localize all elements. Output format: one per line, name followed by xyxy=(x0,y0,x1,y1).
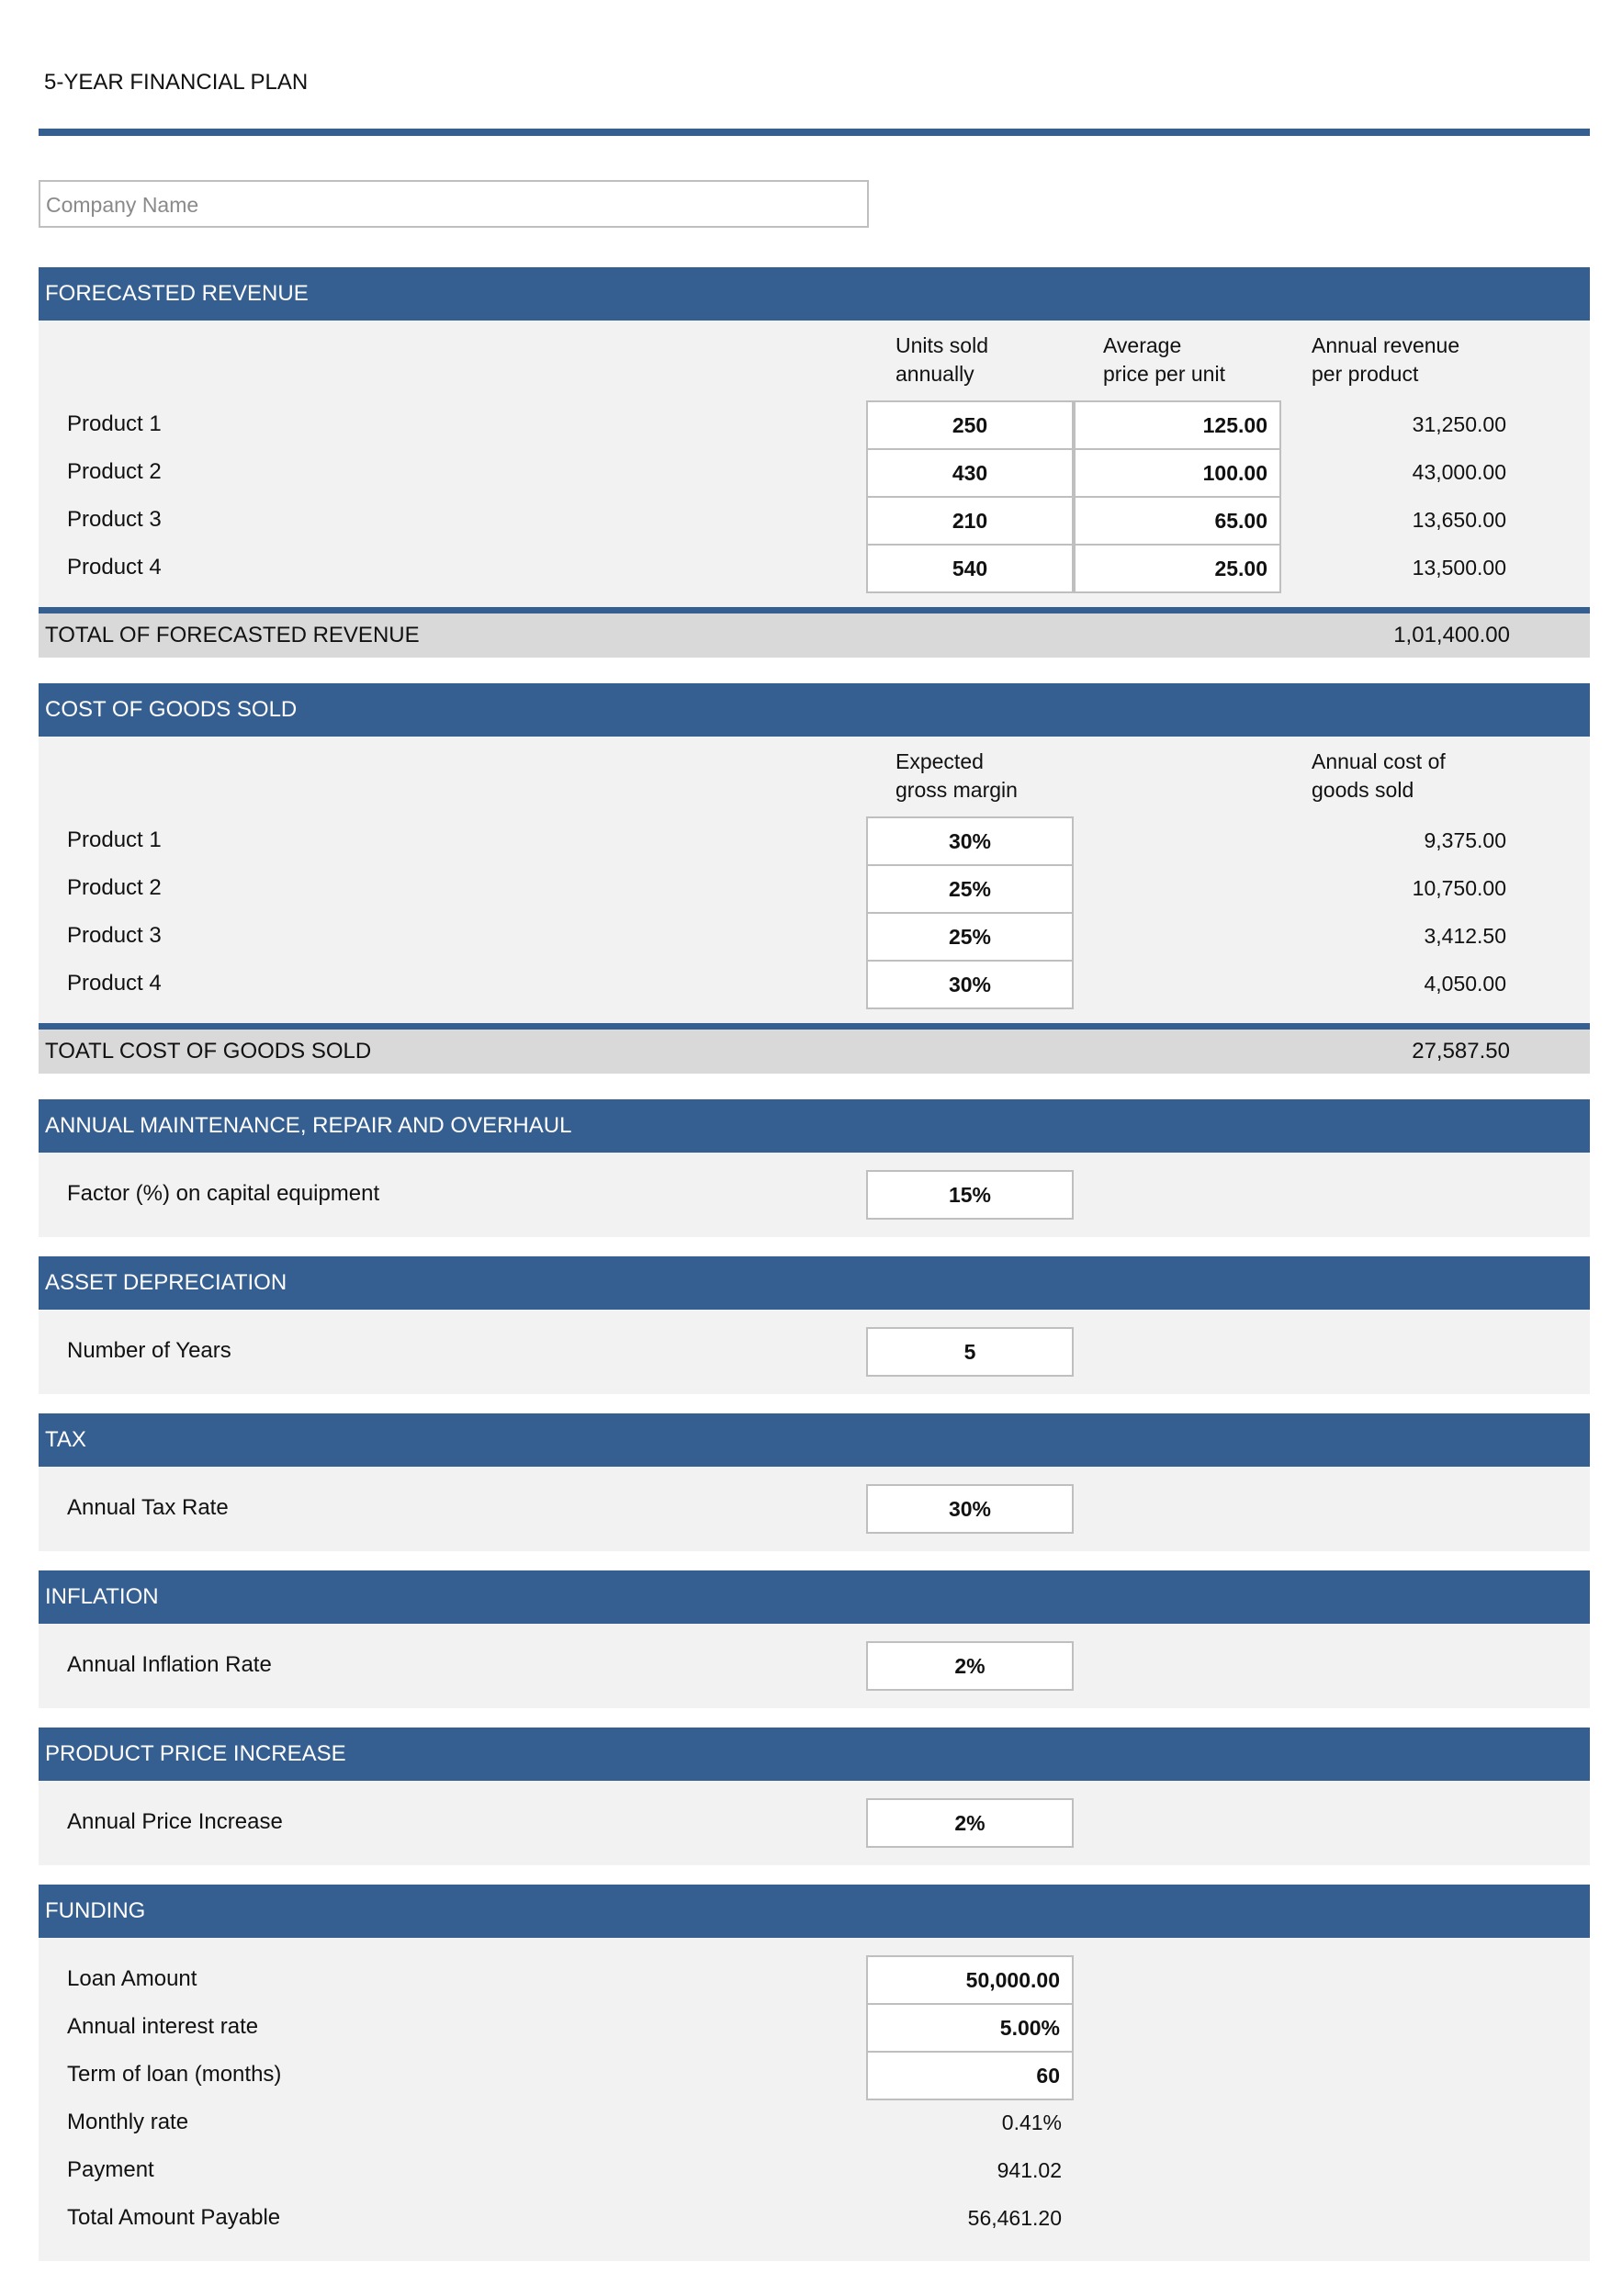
units-input[interactable]: 540 xyxy=(866,544,1074,593)
price-input[interactable]: 25.00 xyxy=(1074,544,1281,593)
inflation-input[interactable]: 2% xyxy=(866,1641,1074,1691)
units-input[interactable]: 430 xyxy=(866,448,1074,498)
col-header-units: Units sold annually xyxy=(895,333,988,386)
loan-term-input[interactable]: 60 xyxy=(866,2051,1074,2100)
margin-input[interactable]: 25% xyxy=(866,864,1074,914)
cogs-row-label: Product 2 xyxy=(67,875,162,900)
inflation-label: Annual Inflation Rate xyxy=(67,1652,272,1677)
cogs-row-label: Product 4 xyxy=(67,971,162,996)
cogs-total-label: TOATL COST OF GOODS SOLD xyxy=(45,1039,372,1064)
payment-value: 941.02 xyxy=(997,2158,1062,2182)
monthly-rate-value: 0.41% xyxy=(1001,2110,1062,2134)
margin-input[interactable]: 30% xyxy=(866,816,1074,866)
interest-rate-input[interactable]: 5.00% xyxy=(866,2003,1074,2053)
units-input[interactable]: 210 xyxy=(866,496,1074,546)
total-payable-value: 56,461.20 xyxy=(967,2206,1062,2230)
company-name-field[interactable]: Company Name xyxy=(39,180,869,228)
price-increase-input[interactable]: 2% xyxy=(866,1798,1074,1848)
maintenance-label: Factor (%) on capital equipment xyxy=(67,1181,380,1206)
depreciation-input[interactable]: 5 xyxy=(866,1327,1074,1377)
section-header-maintenance: ANNUAL MAINTENANCE, REPAIR AND OVERHAUL xyxy=(39,1099,1590,1153)
loan-amount-label: Loan Amount xyxy=(67,1966,197,1991)
revenue-value: 43,000.00 xyxy=(1412,460,1506,484)
col-header-cost: Annual cost of goods sold xyxy=(1312,749,1446,802)
tax-input[interactable]: 30% xyxy=(866,1484,1074,1534)
cost-value: 9,375.00 xyxy=(1424,828,1506,852)
loan-term-label: Term of loan (months) xyxy=(67,2062,282,2087)
cogs-total-value: 27,587.50 xyxy=(1412,1039,1510,1064)
cost-value: 4,050.00 xyxy=(1424,972,1506,996)
cogs-row-label: Product 3 xyxy=(67,923,162,948)
cogs-row-label: Product 1 xyxy=(67,827,162,852)
section-header-inflation: INFLATION xyxy=(39,1570,1590,1624)
section-header-cogs: COST OF GOODS SOLD xyxy=(39,683,1590,737)
units-input[interactable]: 250 xyxy=(866,400,1074,450)
col-header-price: Average price per unit xyxy=(1103,333,1225,386)
depreciation-panel xyxy=(39,1310,1590,1394)
revenue-row-label: Product 3 xyxy=(67,507,162,532)
payment-label: Payment xyxy=(67,2157,154,2182)
interest-rate-label: Annual interest rate xyxy=(67,2014,259,2039)
loan-amount-input[interactable]: 50,000.00 xyxy=(866,1955,1074,2005)
cost-value: 10,750.00 xyxy=(1412,876,1506,900)
monthly-rate-label: Monthly rate xyxy=(67,2110,189,2134)
price-input[interactable]: 65.00 xyxy=(1074,496,1281,546)
col-header-margin: Expected gross margin xyxy=(895,749,1018,802)
section-header-price-increase: PRODUCT PRICE INCREASE xyxy=(39,1728,1590,1781)
margin-input[interactable]: 30% xyxy=(866,960,1074,1009)
tax-label: Annual Tax Rate xyxy=(67,1495,229,1520)
page-title: 5-YEAR FINANCIAL PLAN xyxy=(44,70,309,95)
revenue-value: 13,650.00 xyxy=(1412,508,1506,532)
price-input[interactable]: 100.00 xyxy=(1074,448,1281,498)
revenue-total-label: TOTAL OF FORECASTED REVENUE xyxy=(45,623,420,647)
revenue-row-label: Product 1 xyxy=(67,411,162,436)
section-header-revenue: FORECASTED REVENUE xyxy=(39,267,1590,321)
margin-input[interactable]: 25% xyxy=(866,912,1074,962)
total-payable-label: Total Amount Payable xyxy=(67,2205,281,2230)
cost-value: 3,412.50 xyxy=(1424,924,1506,948)
section-header-funding: FUNDING xyxy=(39,1885,1590,1938)
revenue-total-value: 1,01,400.00 xyxy=(1393,623,1510,647)
price-increase-label: Annual Price Increase xyxy=(67,1809,283,1834)
revenue-value: 13,500.00 xyxy=(1412,556,1506,580)
price-input[interactable]: 125.00 xyxy=(1074,400,1281,450)
section-header-tax: TAX xyxy=(39,1413,1590,1467)
maintenance-input[interactable]: 15% xyxy=(866,1170,1074,1220)
revenue-total-row xyxy=(39,607,1590,658)
cogs-total-row xyxy=(39,1023,1590,1074)
title-rule xyxy=(39,129,1590,136)
revenue-row-label: Product 2 xyxy=(67,459,162,484)
col-header-revenue: Annual revenue per product xyxy=(1312,333,1460,386)
revenue-value: 31,250.00 xyxy=(1412,412,1506,436)
revenue-row-label: Product 4 xyxy=(67,555,162,580)
depreciation-label: Number of Years xyxy=(67,1338,231,1363)
section-header-depreciation: ASSET DEPRECIATION xyxy=(39,1256,1590,1310)
tax-panel xyxy=(39,1467,1590,1551)
